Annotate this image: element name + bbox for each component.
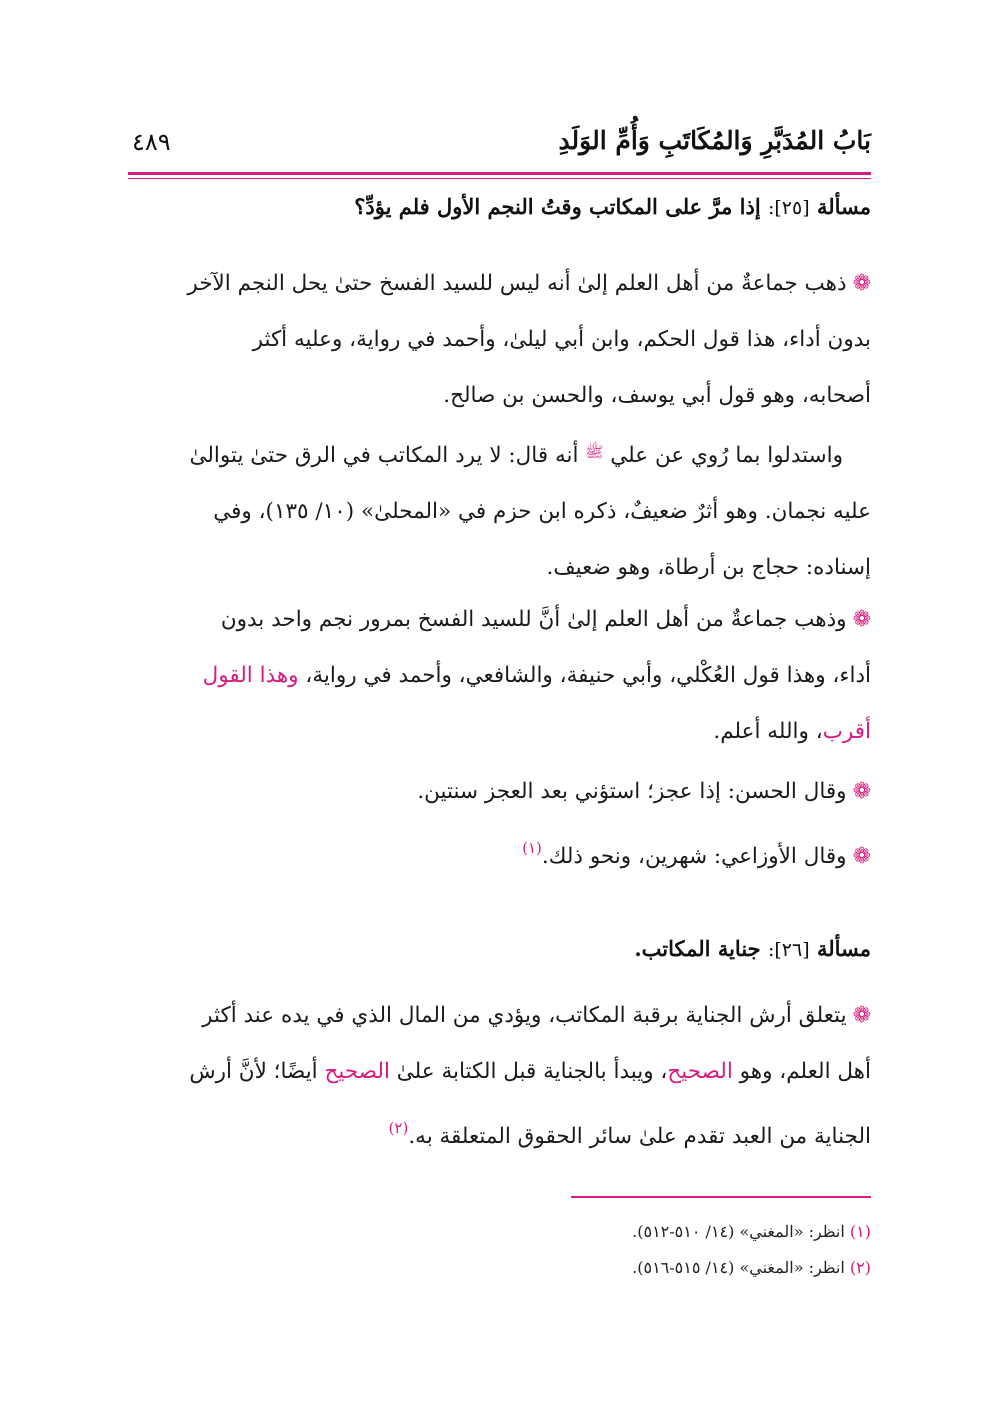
paragraph-line: بدون أداء، هذا قول الحكم، وابن أبي ليلىٰ، وأحمد في رواية، وعليه أكثر — [252, 327, 871, 352]
issue-label: مسألة — [816, 936, 871, 961]
issue-25-heading — [354, 194, 871, 219]
footnote-ref-2[interactable]: (٢) — [388, 1119, 409, 1137]
paragraph-line: يتعلق أرش الجناية برقبة المكاتب، ويؤدي من المال الذي في يده عند أكثر — [202, 1003, 847, 1028]
paragraph-1 — [128, 256, 871, 424]
flower-icon: ❁ — [852, 1003, 871, 1028]
paragraph-line: عليه نجمان. وهو أثرٌ ضعيفٌ، ذكره ابن حزم في «المحلىٰ» (١٠/ ١٣٥)، وفي — [213, 499, 871, 524]
paragraph-line: وقال الحسن: إذا عجز؛ استؤني بعد العجز سنتين. — [417, 779, 847, 804]
paragraph-line: أصحابه، وهو قول أبي يوسف، والحسن بن صالح. — [443, 383, 871, 408]
honorific-glyph: ﷺ — [585, 443, 604, 461]
footnote-rule — [571, 1196, 871, 1198]
flower-icon: ❁ — [852, 607, 871, 632]
header-rule-thick — [128, 172, 871, 175]
footnote-1 — [632, 1222, 871, 1241]
issue-number: [٢٦]: — [767, 939, 810, 961]
paragraph-text: أنه قال: لا يرد المكاتب في الرق حتىٰ يتوالىٰ — [189, 443, 579, 468]
paragraph-text: ، ويبدأ بالجناية قبل الكتابة علىٰ — [396, 1059, 668, 1084]
footnote-text: انظر: «المغني» (١٤/ ٥١٥-٥١٦). — [632, 1258, 845, 1277]
highlighted-text: الصحيح — [667, 1059, 733, 1084]
highlighted-text: وهذا القول — [202, 663, 299, 688]
paragraph-5 — [128, 820, 871, 885]
paragraph-line: ذهب جماعةٌ من أهل العلم إلىٰ أنه ليس للسيد الفسخ حتىٰ يحل النجم الآخر — [187, 271, 847, 296]
footnote-ref-1[interactable]: (١) — [522, 839, 542, 857]
footnote-number: (١) — [849, 1222, 871, 1241]
page-header — [128, 126, 871, 166]
page-number: ٤٨٩ — [132, 128, 171, 156]
issue-text: جناية المكاتب. — [634, 936, 761, 961]
paragraph-line: إسناده: حجاج بن أرطاة، وهو ضعيف. — [546, 555, 871, 580]
flower-icon: ❁ — [852, 844, 871, 869]
highlighted-text: أقرب — [822, 719, 871, 744]
flower-icon: ❁ — [852, 271, 871, 296]
paragraph-line: وذهب جماعةٌ من أهل العلم إلىٰ أنَّ للسيد الفسخ بمرور نجم واحد بدون — [220, 607, 847, 632]
paragraph-3 — [128, 592, 871, 760]
footnote-number: (٢) — [849, 1258, 871, 1277]
paragraph-6 — [128, 988, 871, 1165]
issue-26-heading — [634, 936, 871, 961]
flower-icon: ❁ — [852, 779, 871, 804]
header-rule-thin — [128, 178, 871, 179]
footnote-2 — [632, 1258, 871, 1277]
paragraph-line: الجناية من العبد تقدم علىٰ سائر الحقوق المتعلقة به. — [408, 1124, 871, 1149]
paragraph-text: ، والله أعلم. — [713, 719, 823, 744]
issue-label: مسألة — [816, 194, 871, 219]
issue-text: إذا مرَّ على المكاتب وقتُ النجم الأول فلم يؤدِّ؟ — [354, 194, 761, 219]
paragraph-text: أداء، وهذا قول العُكْلي، وأبي حنيفة، والشافعي، وأحمد في رواية، — [305, 663, 871, 688]
paragraph-4 — [128, 764, 871, 820]
issue-number: [٢٥]: — [767, 197, 810, 219]
paragraph-text: أهل العلم، وهو — [739, 1059, 871, 1084]
paragraph-text: أيضًا؛ لأنَّ أرش — [189, 1059, 318, 1084]
paragraph-text: واستدلوا بما رُوي عن علي — [610, 443, 843, 468]
paragraph-line: وقال الأوزاعي: شهرين، ونحو ذلك. — [541, 844, 847, 869]
paragraph-2 — [128, 424, 871, 596]
highlighted-text: الصحيح — [324, 1059, 390, 1084]
book-page — [128, 118, 871, 1318]
footnote-text: انظر: «المغني» (١٤/ ٥١٠-٥١٢). — [632, 1222, 845, 1241]
running-title: بَابُ المُدَبَّرِ وَالمُكَاتَبِ وَأُمِّ الوَلَدِ — [558, 126, 871, 155]
